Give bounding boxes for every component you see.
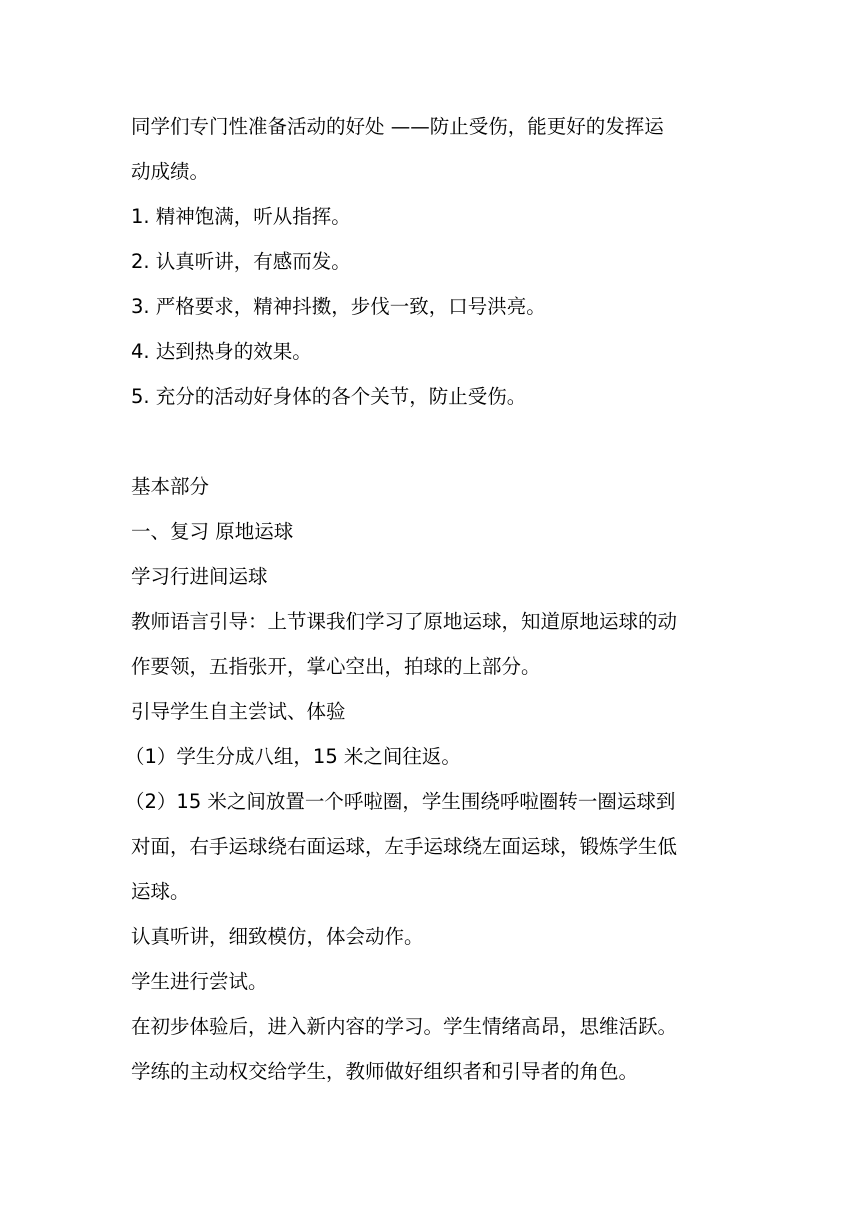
closing-line-2: 学练的主动权交给学生，教师做好组织者和引导者的角色。 — [131, 1060, 639, 1083]
step-2-line-2: 对面，右手运球绕右面运球，左手运球绕左面运球，锻炼学生低 — [131, 835, 678, 858]
student-line-2: 学生进行尝试。 — [131, 970, 268, 993]
document-body — [125, 104, 731, 1094]
prep-item-3: 3. 严格要求，精神抖擞，步伐一致，口号洪亮。 — [131, 295, 546, 318]
prep-intro-line-2: 动成绩。 — [131, 160, 210, 183]
step-2-line-1: （2）15 米之间放置一个呼啦圈，学生围绕呼啦圈转一圈运球到 — [125, 790, 676, 813]
student-line-1: 认真听讲，细致模仿，体会动作。 — [131, 925, 424, 948]
prep-item-1: 1. 精神饱满，听从指挥。 — [131, 205, 351, 228]
blank-line — [131, 419, 731, 464]
teacher-intro-line-1: 教师语言引导：上节课我们学习了原地运球，知道原地运球的动 — [131, 610, 678, 633]
step-1: （1）学生分成八组，15 米之间往返。 — [125, 745, 461, 768]
prep-item-2: 2. 认真听讲，有感而发。 — [131, 250, 351, 273]
step-2-line-3: 运球。 — [131, 880, 190, 903]
prep-item-4: 4. 达到热身的效果。 — [131, 340, 312, 363]
learn-line: 学习行进间运球 — [131, 565, 268, 588]
prep-intro-line-1: 同学们专门性准备活动的好处 ——防止受伤，能更好的发挥运 — [131, 115, 664, 138]
closing-line-1: 在初步体验后，进入新内容的学习。学生情绪高昂，思维活跃。 — [131, 1015, 678, 1038]
prep-item-5: 5. 充分的活动好身体的各个关节，防止受伤。 — [131, 385, 527, 408]
section-title: 基本部分 — [131, 475, 210, 498]
guide-line: 引导学生自主尝试、体验 — [131, 700, 346, 723]
review-line: 一、复习 原地运球 — [131, 520, 294, 543]
teacher-intro-line-2: 作要领，五指张开，掌心空出，拍球的上部分。 — [131, 655, 541, 678]
